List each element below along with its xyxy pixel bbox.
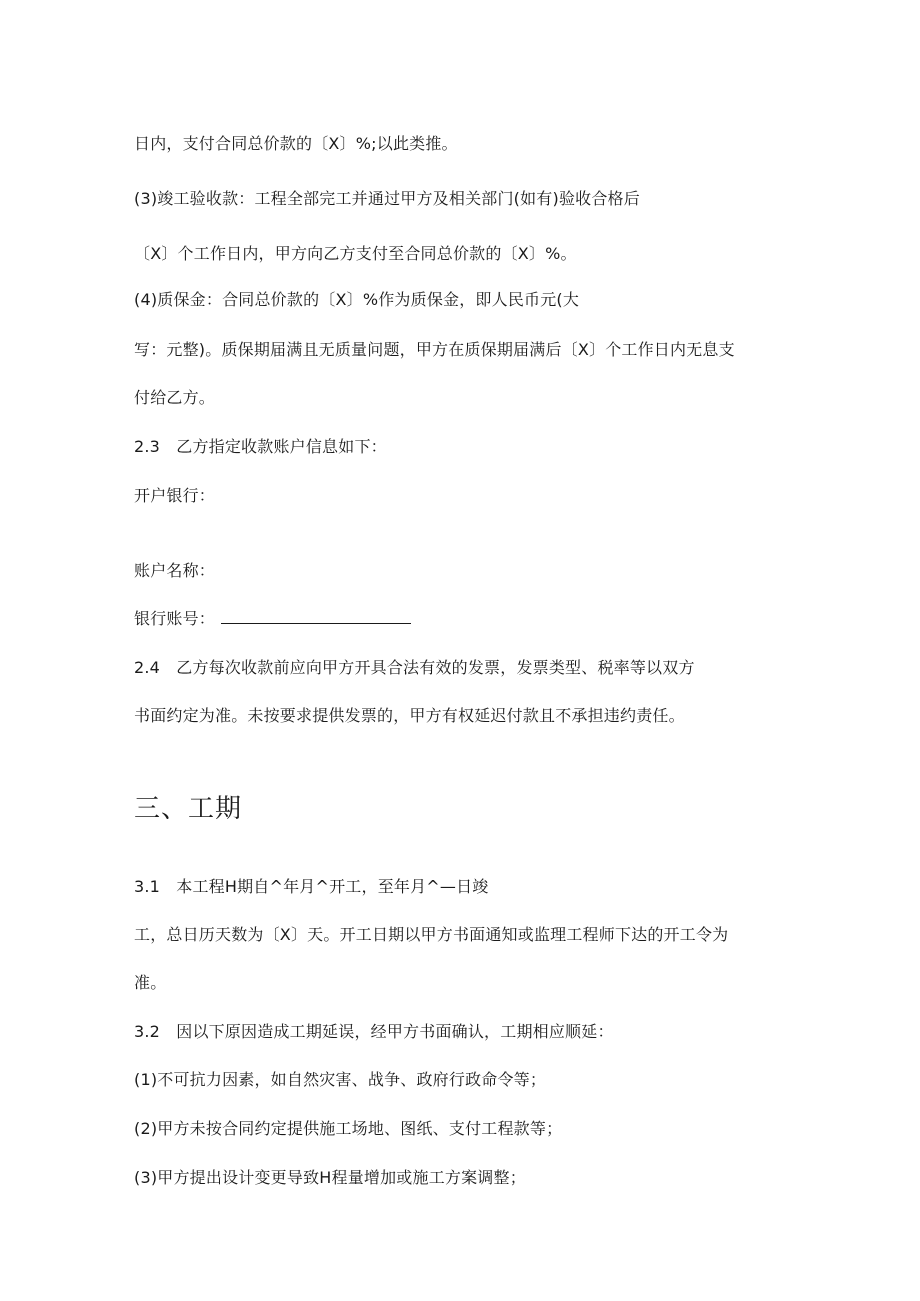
- paragraph-line: 工，总日历天数为〔X〕天。开工日期以甲方书面通知或监理工程师下达的开工令为: [134, 925, 729, 944]
- account-name-label: 账户名称：: [134, 561, 216, 580]
- list-item: (2)甲方未按合同约定提供施工场地、图纸、支付工程款等；: [134, 1119, 563, 1138]
- paragraph-line: 写：元整)。质保期届满且无质量问题，甲方在质保期届满后〔X〕个工作日内无息支: [134, 340, 735, 359]
- paragraph-line: (3)竣工验收款：工程全部完工并通过甲方及相关部门(如有)验收合格后: [134, 189, 640, 208]
- section-heading: 三、工期: [134, 794, 243, 824]
- paragraph-line: 3.2 因以下原因造成工期延误，经甲方书面确认，工期相应顺延：: [134, 1022, 614, 1041]
- paragraph-line: (4)质保金：合同总价款的〔X〕%作为质保金，即人民币元(大: [134, 290, 580, 309]
- account-number-label: 银行账号：: [134, 609, 216, 628]
- paragraph-line: 付给乙方。: [134, 388, 216, 407]
- paragraph-line: 3.1 本工程H期自^年月^开工，至年月^—日竣: [134, 877, 489, 896]
- list-item: (1)不可抗力因素，如自然灾害、战争、政府行政命令等；: [134, 1070, 547, 1089]
- paragraph-line: 准。: [134, 973, 167, 992]
- paragraph-line: 2.3 乙方指定收款账户信息如下：: [134, 437, 387, 456]
- paragraph-line: 书面约定为准。未按要求提供发票的，甲方有权延迟付款且不承担违约责任。: [134, 706, 685, 725]
- paragraph-line: 日内，支付合同总价款的〔X〕%;以此类推。: [134, 134, 458, 153]
- paragraph-line: 2.4 乙方每次收款前应向甲方开具合法有效的发票，发票类型、税率等以双方: [134, 658, 695, 677]
- bank-name-label: 开户银行：: [134, 486, 216, 505]
- list-item: (3)甲方提出设计变更导致H程量增加或施工方案调整；: [134, 1168, 526, 1187]
- paragraph-line: 〔X〕个工作日内，甲方向乙方支付至合同总价款的〔X〕%。: [134, 244, 577, 263]
- account-number-row: [134, 609, 411, 629]
- account-number-blank: [221, 609, 411, 624]
